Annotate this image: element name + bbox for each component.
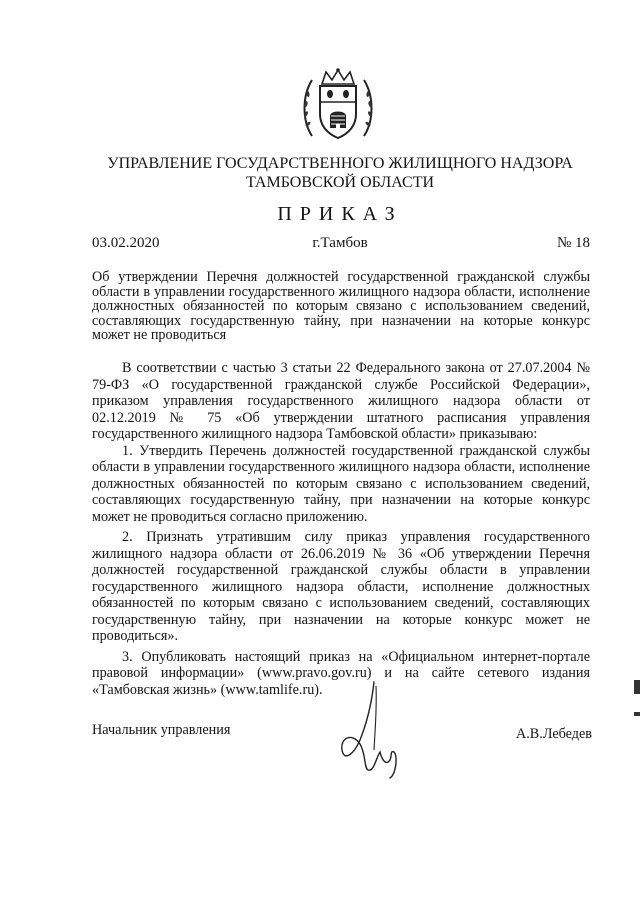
document-type: ПРИКАЗ xyxy=(277,203,403,225)
signatory-name: А.В.Лебедев xyxy=(516,726,592,742)
scan-edge-mark xyxy=(634,712,640,716)
body-preamble: В соответствии с частью 3 статьи 22 Федерального закона от 27.07.2004 № 79-ФЗ «О государственной гражданской службе Российской Федерации», приказом управления государственного жилищного надзора области от 02.12.2019 № 75 «Об утверждении штатного расписания управления государственного жилищного надзора Тамбовской области» приказываю: xyxy=(92,360,590,442)
document-place: г.Тамбов xyxy=(312,235,368,251)
document-subject: Об утверждении Перечня должностей государственной гражданской службы области в управлении государственного жилищного надзора области, исполнение должностных обязанностей по которым связано с использованием сведений, составляющих государственную тайну, при назначении на которые конкурс может не проводиться xyxy=(92,269,590,344)
body-item-3: 3. Опубликовать настоящий приказ на «Официальном интернет-портале правовой информации» (www.pravo.gov.ru) и на сайте сетевого издания «Тамбовская жизнь» (www.tamlife.ru). xyxy=(92,648,590,698)
document-number: № 18 xyxy=(556,235,590,251)
organization-title-line2: ТАМБОВСКОЙ ОБЛАСТИ xyxy=(245,174,435,191)
document-date: 03.02.2020 xyxy=(92,235,160,251)
signatory-title: Начальник управления xyxy=(92,722,231,738)
organization-title xyxy=(90,154,590,192)
organization-title-line1: УПРАВЛЕНИЕ ГОСУДАРСТВЕННОГО ЖИЛИЩНОГО НАДЗОРА xyxy=(107,155,573,172)
handwritten-signature-icon xyxy=(330,680,420,780)
document-body xyxy=(92,360,590,702)
tambov-coat-of-arms-icon xyxy=(298,66,378,146)
scan-edge-mark xyxy=(634,680,640,694)
body-item-1: 1. Утвердить Перечень должностей государственной гражданской службы области в управлении государственного жилищного надзора области, исполнение должностных обязанностей по которым связано с использованием сведений, составляющих государственную тайну, при назначении на которые конкурс может не проводиться согласно приложению. xyxy=(92,442,590,525)
body-item-2: 2. Признать утратившим силу приказ управления государственного жилищного надзора области от 26.06.2019 № 36 «Об утверждении Перечня должностей государственной гражданской службы области в управлении государственного жилищного надзора области, исполнение должностных обязанностей по которым связано с использованием сведений, составляющих государственную тайну, при назначении на которые конкурс может не проводиться». xyxy=(92,529,590,644)
